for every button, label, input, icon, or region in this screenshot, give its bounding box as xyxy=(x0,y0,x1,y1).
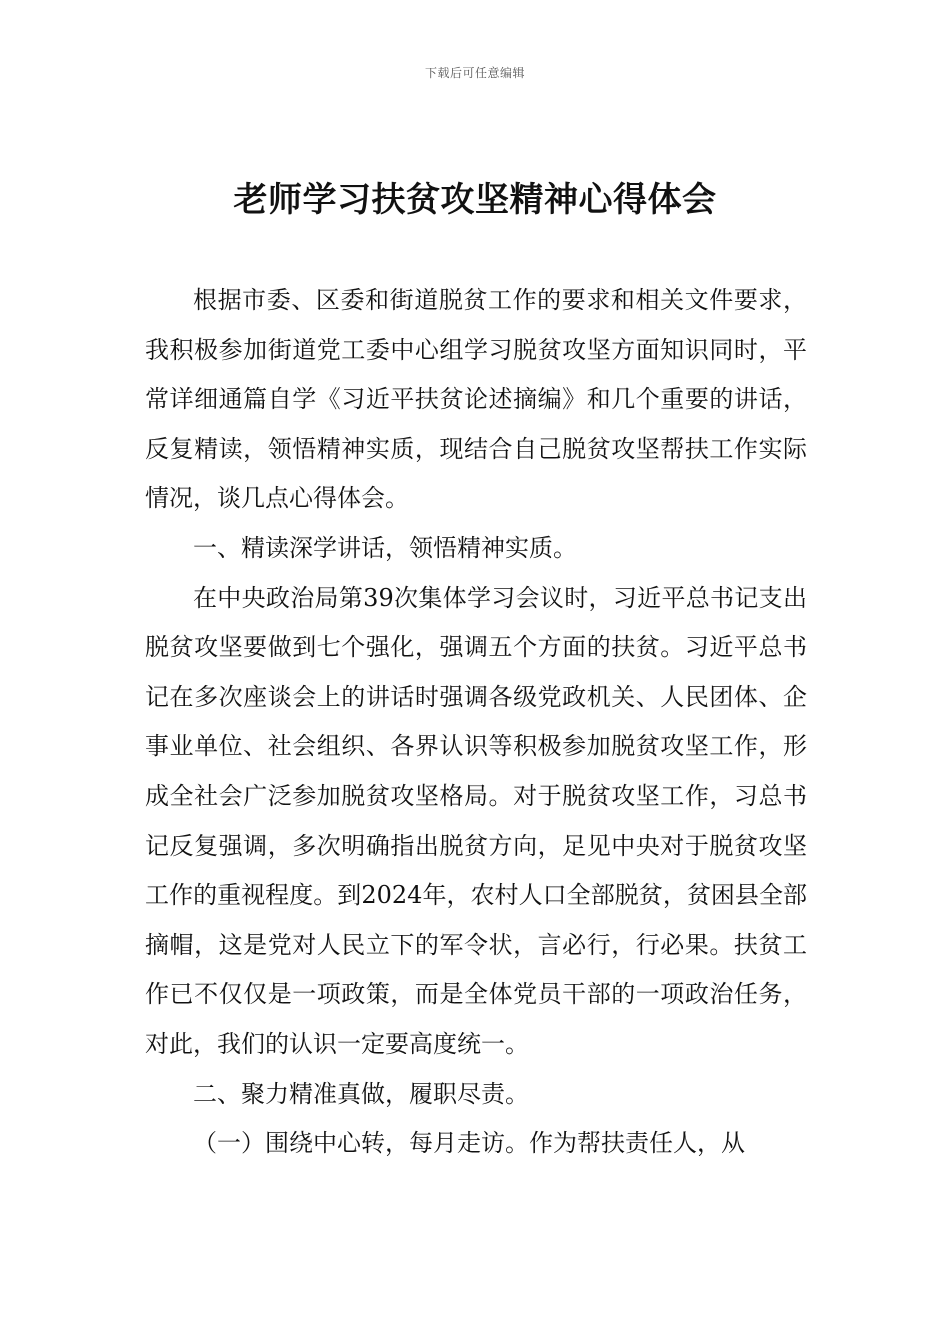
header-note: 下载后可任意编辑 xyxy=(424,66,525,80)
paragraph-intro: 根据市委、区委和街道脱贫工作的要求和相关文件要求，我积极参加街道党工委中心组学习脱贫攻坚方面知识同时，平常详细通篇自学《习近平扶贫论述摘编》和几个重要的讲话，反复精读，领悟精神实质，现结合自己脱贫攻坚帮扶工作实际情况，谈几点心得体会。 xyxy=(145,286,807,513)
paragraph-subsection-1: （一）围绕中心转，每月走访。作为帮扶责任人，从 xyxy=(193,1129,745,1158)
section-heading-2: 二、聚力精准真做，履职尽责。 xyxy=(193,1079,529,1108)
document-body xyxy=(145,276,807,1169)
document-title: 老师学习扶贫攻坚精神心得体会 xyxy=(233,180,717,220)
paragraph-section-1: 在中央政治局第39次集体学习会议时，习近平总书记支出脱贫攻坚要做到七个强化，强调五个方面的扶贫。习近平总书记在多次座谈会上的讲话时强调各级党政机关、人民团体、企事业单位、社会组织、各界认识等积极参加脱贫攻坚工作，形成全社会广泛参加脱贫攻坚格局。对于脱贫攻坚工作，习总书记反复强调，多次明确指出脱贫方向，足见中央对于脱贫攻坚工作的重视程度。到2024年，农村人口全部脱贫，贫困县全部摘帽，这是党对人民立下的军令状，言必行，行必果。扶贫工作已不仅仅是一项政策，而是全体党员干部的一项政治任务，对此，我们的认识一定要高度统一。 xyxy=(145,583,807,1058)
section-heading-1: 一、精读深学讲话，领悟精神实质。 xyxy=(193,533,577,562)
